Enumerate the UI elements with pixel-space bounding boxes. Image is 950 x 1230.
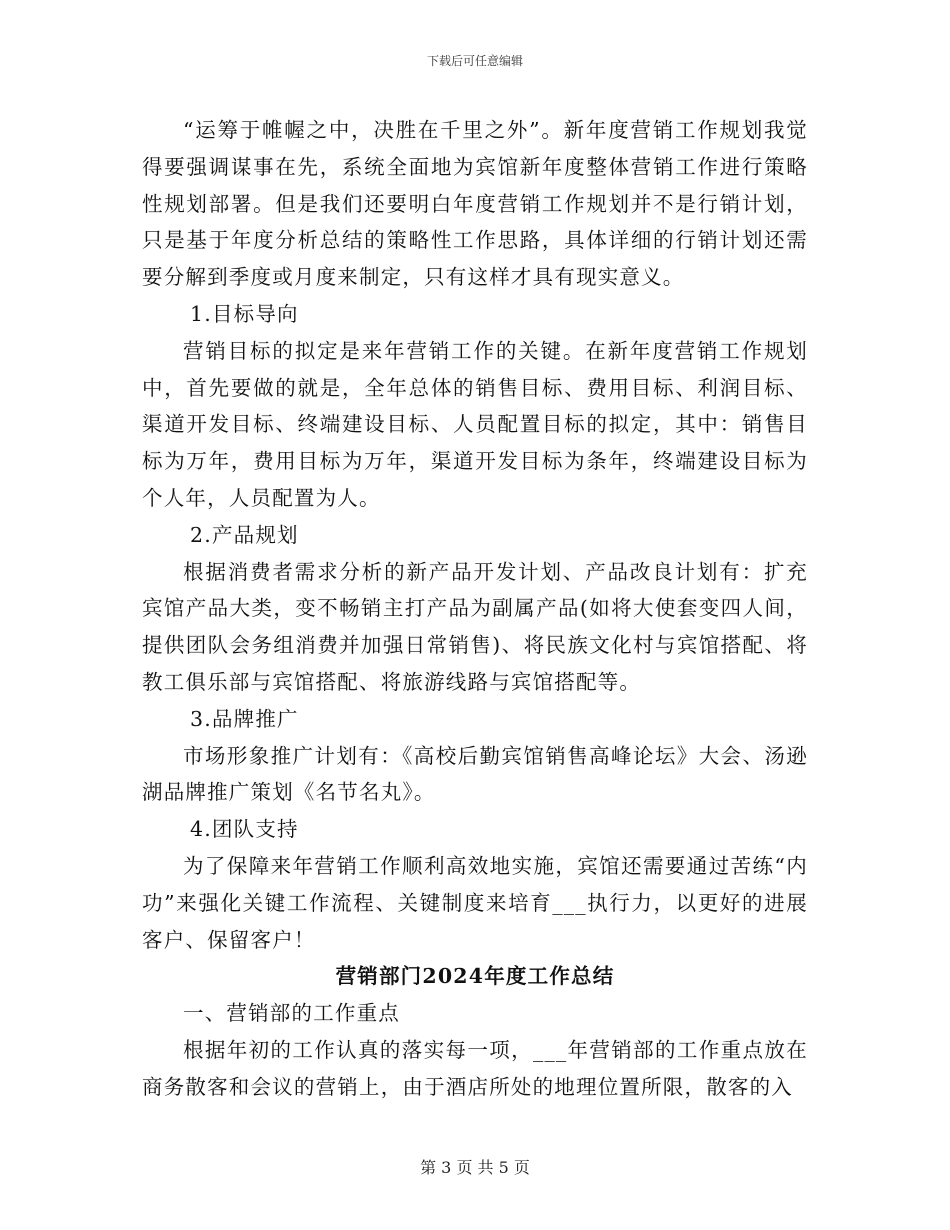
intro-paragraph: “运筹于帷幄之中，决胜在千里之外”。新年度营销工作规划我觉得要强调谋事在先，系统全面地为宾馆新年度整体营销工作进行策略性规划部署。但是我们还要明白年度营销工作规划并不是行销计划，只是基于年度分析总结的策略性工作思路，具体详细的行销计划还需要分解到季度或月度来制定，只有这样才具有现实意义。	[142, 118, 808, 290]
page-number-footer: 第 3 页 共 5 页	[420, 1158, 530, 1177]
section-text-product: 根据消费者需求分析的新产品开发计划、产品改良计划有：扩充宾馆产品大类，变不畅销主打产品为副属产品(如将大使套变四人间，提供团队会务组消费并加强日常销售)、将民族文化村与宾馆搭配、将教工俱乐部与宾馆搭配、将旅游线路与宾馆搭配等。	[142, 559, 808, 694]
document-body	[142, 112, 808, 1106]
section-heading-product: 2.产品规划	[190, 522, 299, 547]
summary-title: 营销部门2024年度工作总结	[335, 964, 615, 989]
summary-subheading: 一、营销部的工作重点	[183, 1001, 400, 1026]
section-text-brand: 市场形象推广计划有：《高校后勤宾馆销售高峰论坛》大会、汤逊湖品牌推广策划《名节名丸》。	[142, 743, 808, 805]
section-heading-team: 4.团队支持	[190, 817, 299, 842]
summary-text: 根据年初的工作认真的落实每一项，___年营销部的工作重点放在商务散客和会议的营销上，由于酒店所处的地理位置所限，散客的入	[142, 1037, 808, 1099]
page-header-note: 下载后可任意编辑	[426, 54, 523, 68]
section-text-team: 为了保障来年营销工作顺利高效地实施，宾馆还需要通过苦练“内功”来强化关键工作流程、关键制度来培育___执行力，以更好的进展客户、保留客户！	[142, 853, 808, 952]
section-heading-brand: 3.品牌推广	[190, 706, 299, 731]
section-heading-goal: 1.目标导向	[190, 301, 299, 326]
section-text-goal: 营销目标的拟定是来年营销工作的关键。在新年度营销工作规划中，首先要做的就是，全年总体的销售目标、费用目标、利润目标、渠道开发目标、终端建设目标、人员配置目标的拟定，其中：销售目标为万年，费用目标为万年，渠道开发目标为条年，终端建设目标为个人年，人员配置为人。	[142, 338, 808, 510]
